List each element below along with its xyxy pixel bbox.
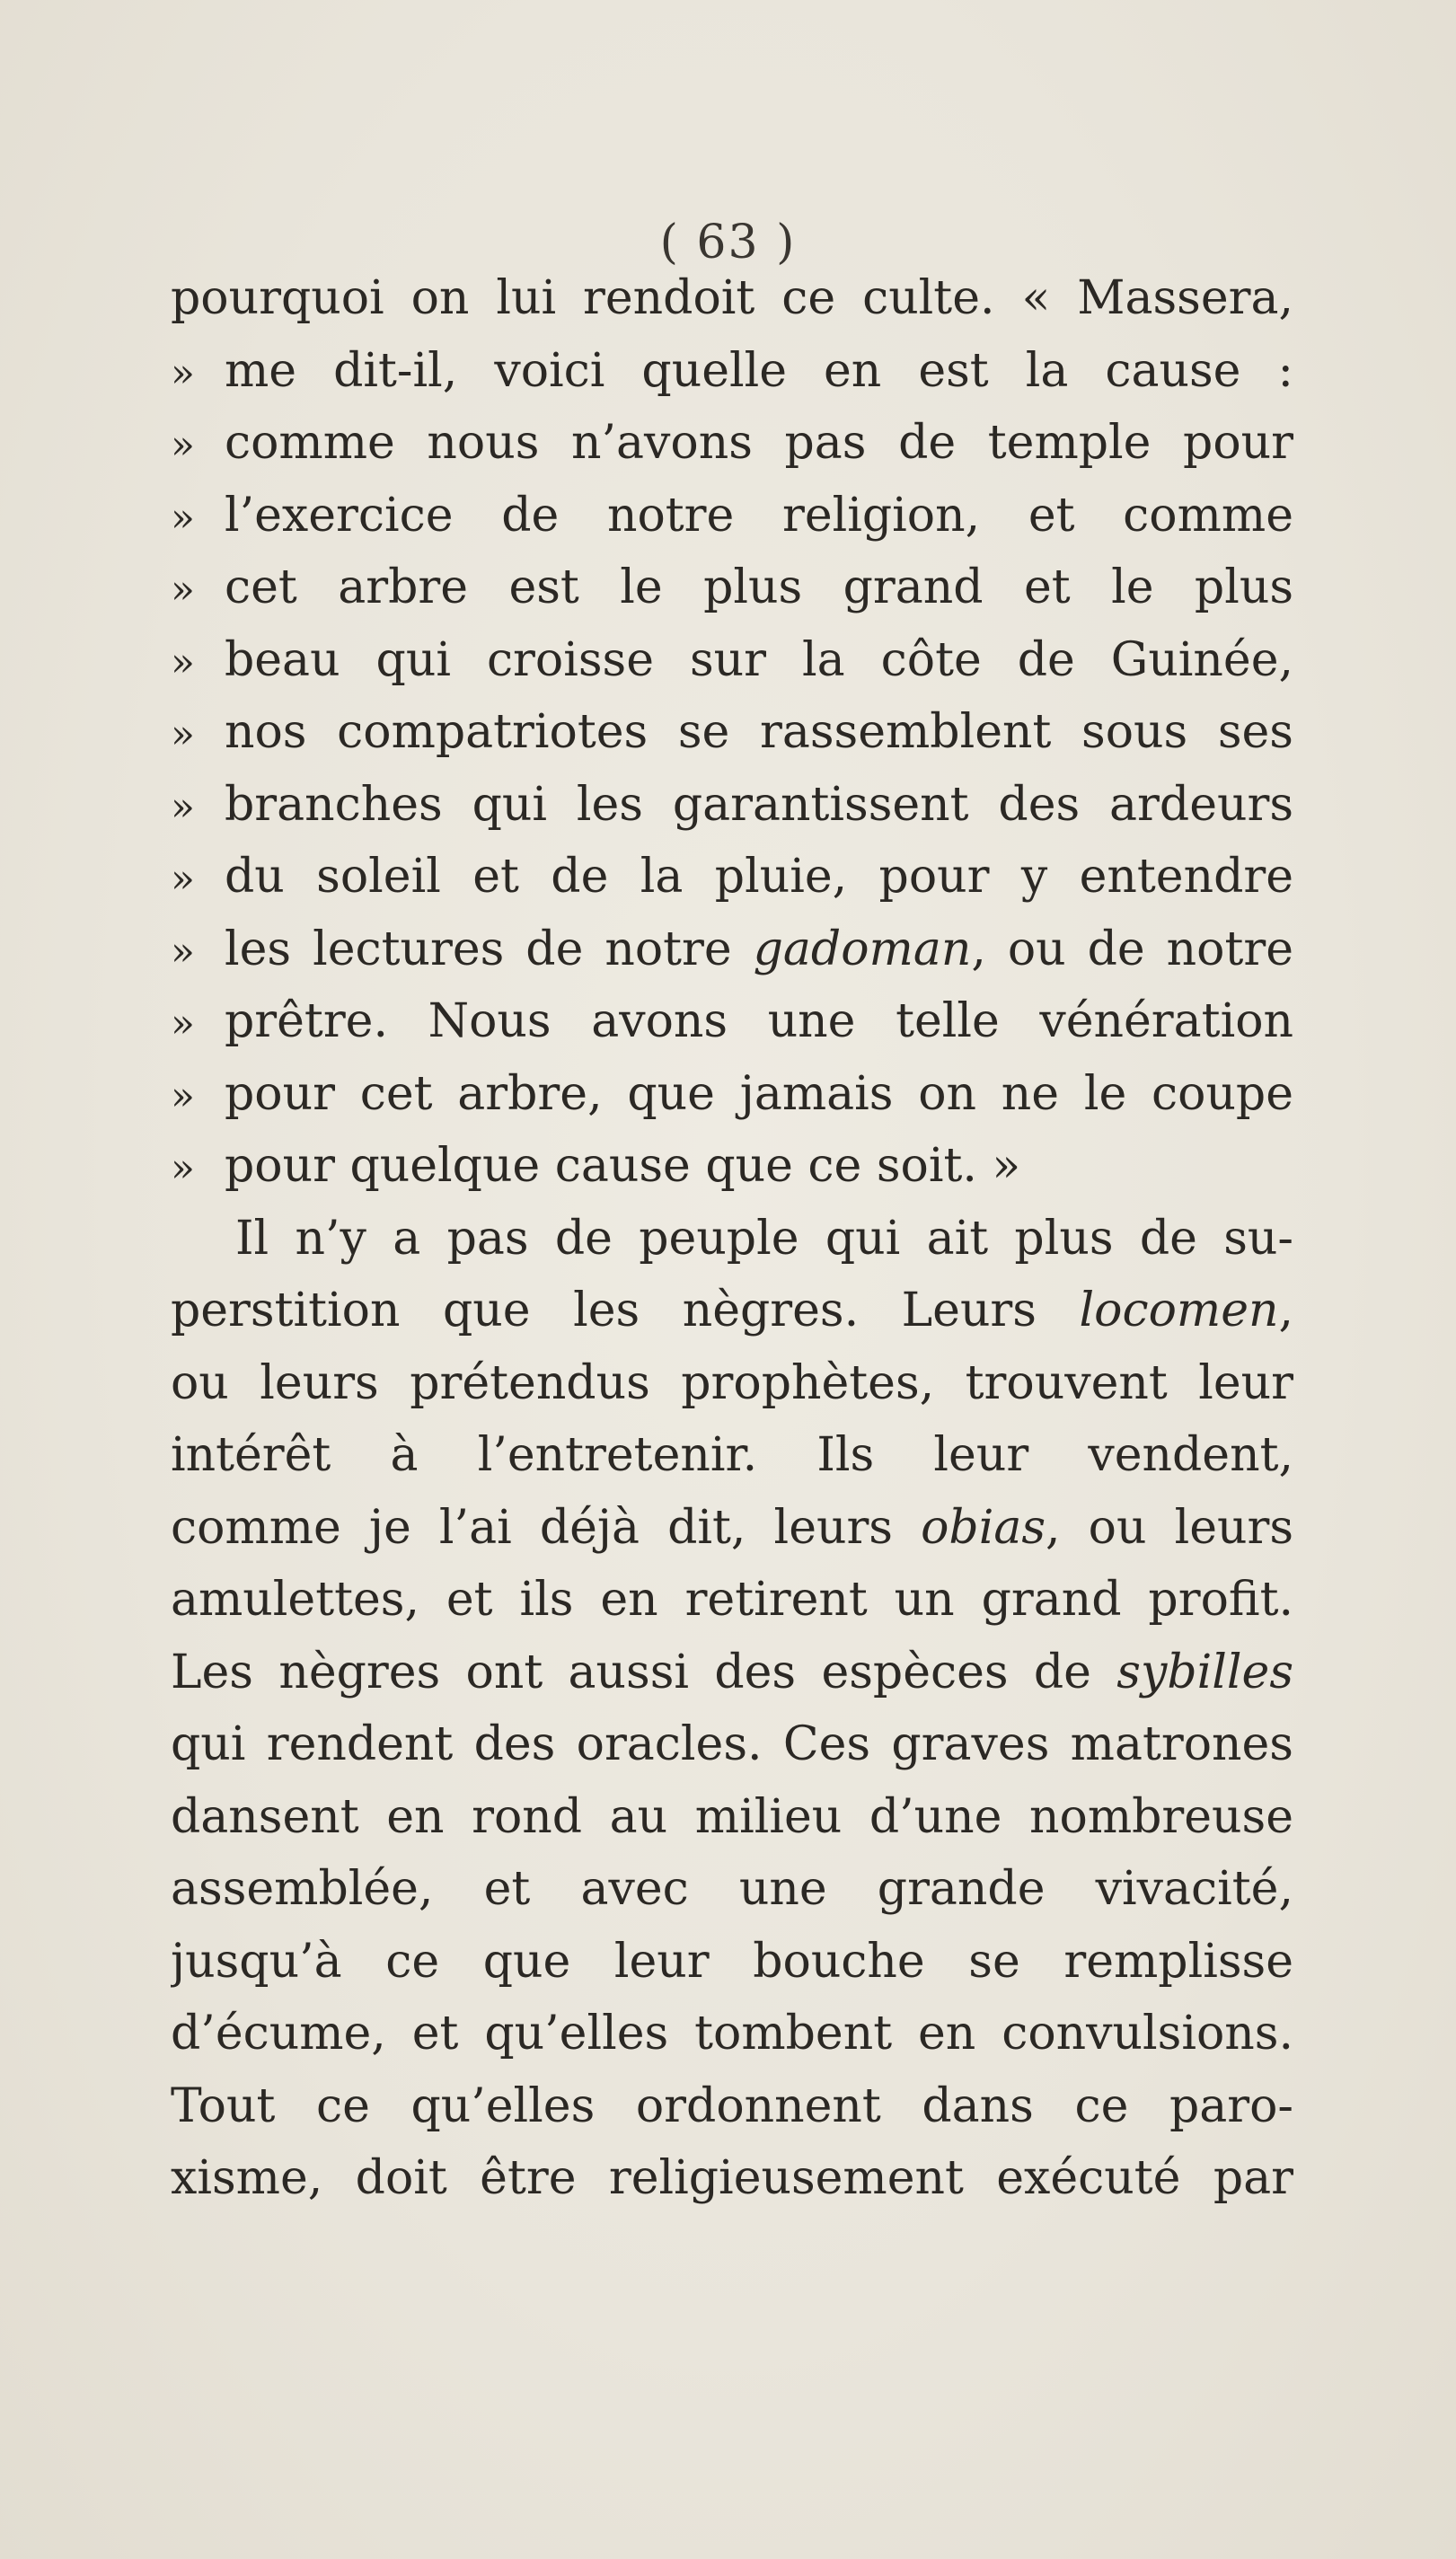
text-segment: pour quelque cause que ce soit. » [225,1139,1021,1193]
text-line [171,1853,1293,1926]
italic-term: locomen [1079,1284,1279,1337]
line-text [225,913,1293,986]
text-line [171,262,1293,335]
text-line [171,2070,1293,2143]
text-segment: cet arbre est le plus grand et le plus [225,560,1293,614]
text-line [171,1492,1293,1565]
line-text [225,552,1293,624]
text-line [171,696,1293,769]
text-line [171,624,1293,697]
text-segment: Les nègres ont aussi des espèces de [171,1645,1117,1699]
text-segment: d’écume, et qu’elles tombent en convulsions. [171,2007,1293,2060]
text-segment: pourquoi on lui rendoit ce culte. « Massera, [171,271,1293,325]
text-line [171,407,1293,480]
text-line [171,1419,1293,1492]
line-text [225,624,1293,697]
text-line [171,769,1293,842]
text-segment: nos compatriotes se rassemblent sous ses [225,705,1293,759]
line-text [225,985,1293,1058]
text-segment: l’exercice de notre religion, et comme [225,488,1293,543]
quote-mark: » [171,349,193,396]
text-segment: me dit-il, voici quelle en est la cause : [225,343,1293,398]
quote-mark: » [171,1145,193,1191]
quote-mark: » [171,567,193,613]
text-line [171,985,1293,1058]
line-text [225,1130,1293,1203]
quote-mark: » [171,1072,193,1119]
text-line [171,480,1293,552]
text-line [171,841,1293,913]
quote-mark: » [171,856,193,902]
text-line [171,1926,1293,1999]
text-segment: branches qui les garantissent des ardeurs [225,777,1293,832]
text-line [171,2142,1293,2215]
text-line [171,1347,1293,1420]
text-segment: , ou leurs [1046,1500,1293,1555]
text-line [171,1708,1293,1781]
quote-mark: » [171,422,193,468]
text-line [171,1058,1293,1131]
text-line [171,1130,1293,1203]
text-segment: ou leurs prétendus prophètes, trouvent leur [171,1355,1293,1410]
text-segment: , ou de notre [971,922,1293,976]
text-segment: les lectures de notre [225,922,754,976]
text-line [171,552,1293,624]
quote-mark: » [171,783,193,830]
italic-term: sybilles [1116,1645,1293,1699]
body-text [171,262,1293,2215]
quote-mark: » [171,928,193,975]
line-text [225,696,1293,769]
text-segment: Tout ce qu’elles ordonnent dans ce paro- [171,2078,1293,2133]
quote-mark: » [171,494,193,541]
line-text [225,480,1293,552]
text-segment: perstition que les nègres. Leurs [171,1284,1080,1337]
text-segment: jusqu’à ce que leur bouche se remplisse [171,1934,1293,1989]
line-text [225,1058,1293,1131]
text-segment: dansent en rond au milieu d’une nombreuse [171,1789,1293,1844]
text-line [171,1637,1293,1709]
italic-term: gadoman [753,922,972,976]
quote-mark: » [171,639,193,685]
text-segment: amulettes, et ils en retirent un grand profit. [171,1573,1293,1627]
quote-mark: » [171,711,193,757]
text-segment: beau qui croisse sur la côte de Guinée, [225,632,1293,687]
text-segment: prêtre. Nous avons une telle vénération [225,994,1293,1048]
page-number: ( 63 ) [659,216,797,269]
text-segment: comme nous n’avons pas de temple pour [225,416,1293,470]
text-segment: intérêt à l’entretenir. Ils leur vendent, [171,1428,1293,1482]
text-line [171,1564,1293,1637]
quote-mark: » [171,1001,193,1046]
text-segment: pour cet arbre, que jamais on ne le coupe [225,1066,1293,1121]
line-text [225,841,1293,913]
text-line [171,1781,1293,1854]
text-segment: du soleil et de la pluie, pour y entendre [225,850,1293,904]
text-line [171,1998,1293,2070]
text-segment: , [1278,1284,1293,1337]
text-segment: assemblée, et avec une grande vivacité, [171,1862,1293,1916]
text-segment: xisme, doit être religieusement exécuté par [171,2151,1293,2205]
text-line [171,1275,1293,1347]
line-text [225,335,1293,408]
text-line [171,335,1293,408]
italic-term: obias [921,1500,1046,1555]
text-segment: Il n’y a pas de peuple qui ait plus de su- [235,1211,1293,1266]
text-segment: qui rendent des oracles. Ces graves matrones [171,1717,1293,1771]
line-text [225,769,1293,842]
text-line [171,913,1293,986]
text-line [171,1203,1293,1275]
text-segment: comme je l’ai déjà dit, leurs [171,1500,922,1555]
line-text [225,407,1293,480]
